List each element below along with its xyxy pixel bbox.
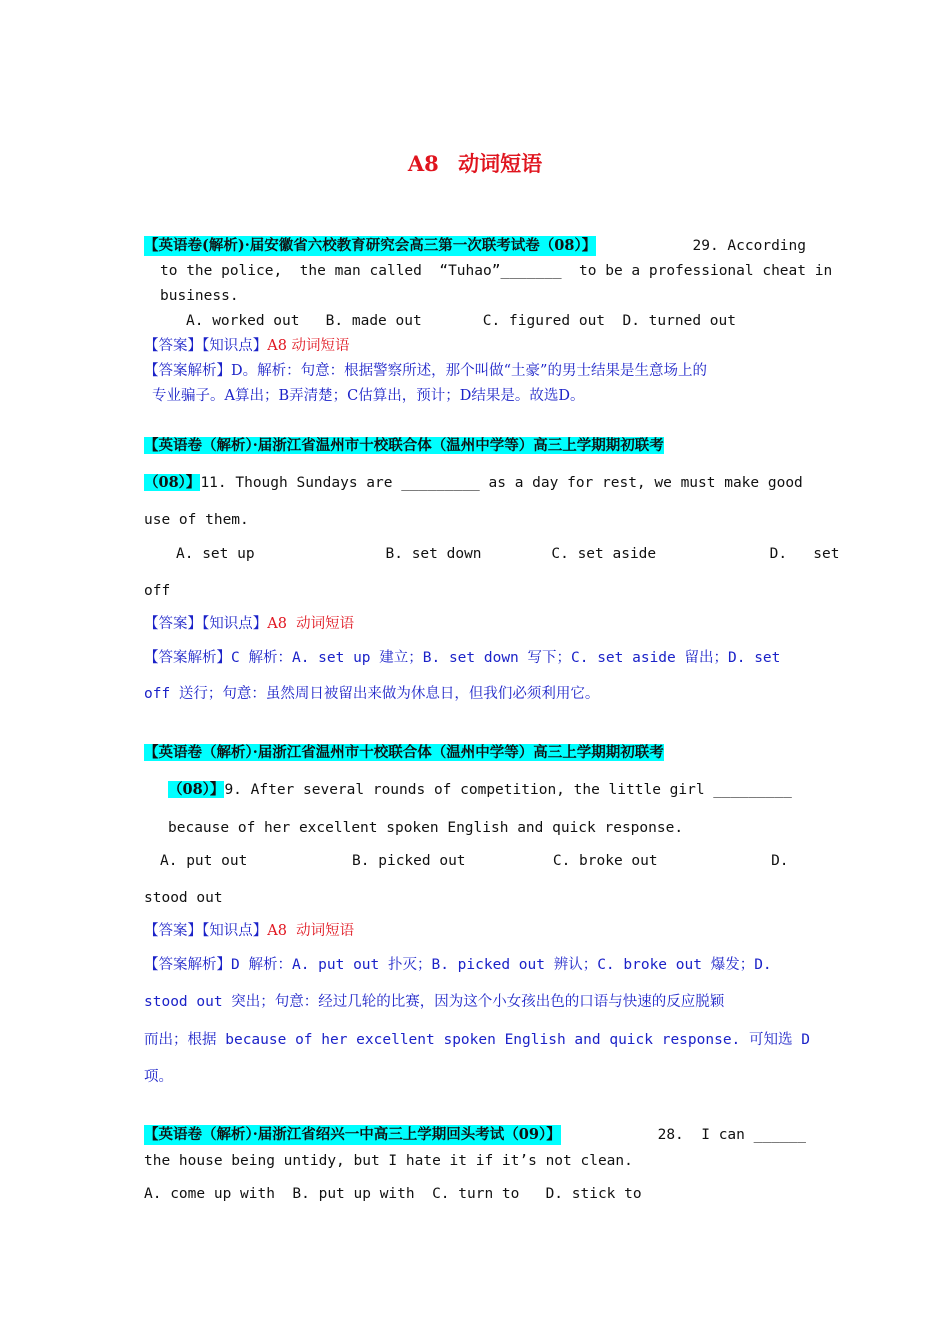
question-text: the house being untidy, but I hate it if it’s not clean. bbox=[144, 1153, 633, 1169]
source-tag: 【英语卷(解析)·届安徽省六校教育研究会高三第一次联考试卷（08）】 bbox=[144, 237, 597, 254]
analysis-text: stood out 突出；句意：经过几轮的比赛，因为这个小女孩出色的口语与快速的反应脱颖 bbox=[144, 994, 725, 1010]
question-1-header bbox=[144, 236, 806, 256]
analysis-text: 而出；根据 because of her excellent spoken English and quick response. 可知选 D bbox=[144, 1032, 810, 1048]
source-tag: （08）】 bbox=[168, 781, 225, 798]
question-text: 9. After several rounds of competition, the little girl _________ bbox=[224, 782, 792, 798]
analysis-label: 【答案解析】 bbox=[144, 957, 231, 973]
question-text: business. bbox=[160, 288, 239, 304]
analysis-text: D 解析：A. put out 扑灭；B. picked out 辨认；C. broke out 爆发；D. bbox=[231, 957, 772, 973]
title-code: A8 bbox=[407, 151, 439, 176]
answer-label: 【答案】 bbox=[144, 616, 202, 632]
knowledge-point: A8 动词短语 bbox=[267, 923, 355, 939]
question-text: 29. According bbox=[692, 238, 806, 254]
question-text: 28. I can ______ bbox=[657, 1127, 806, 1143]
analysis-label: 【答案解析】 bbox=[144, 650, 231, 666]
source-tag: 【英语卷（解析）·届浙江省绍兴一中高三上学期回头考试（09）】 bbox=[144, 1126, 561, 1143]
question-text: 11. Though Sundays are _________ as a day for rest, we must make good bbox=[200, 475, 803, 491]
options: A. come up with B. put up with C. turn to D. stick to bbox=[144, 1186, 642, 1202]
analysis-text: 项。 bbox=[144, 1069, 173, 1085]
options: off bbox=[144, 583, 171, 599]
analysis-text: C 解析：A. set up 建立；B. set down 写下；C. set aside 留出；D. set bbox=[231, 650, 781, 666]
analysis-label: 【答案解析】 bbox=[144, 363, 231, 379]
question-3-header bbox=[168, 780, 792, 800]
source-tag bbox=[144, 436, 664, 456]
point-label: 【知识点】 bbox=[202, 616, 268, 632]
source-tag-text: 【英语卷（解析）·届浙江省温州市十校联合体（温州中学等）高三上学期期初联考 bbox=[144, 744, 664, 761]
point-label: 【知识点】 bbox=[202, 923, 268, 939]
answer-line bbox=[144, 336, 350, 356]
question-text: use of them. bbox=[144, 512, 249, 528]
source-tag: （08）】 bbox=[144, 474, 201, 491]
options: stood out bbox=[144, 890, 223, 906]
answer-line bbox=[144, 921, 354, 941]
analysis-text: off 送行；句意：虽然周日被留出来做为休息日，但我们必须利用它。 bbox=[144, 686, 600, 702]
analysis-line bbox=[144, 648, 780, 668]
answer-label: 【答案】 bbox=[144, 923, 202, 939]
knowledge-point: A8 动词短语 bbox=[267, 616, 355, 632]
question-4-header bbox=[144, 1125, 806, 1145]
analysis-text: D。解析：句意：根据警察所述，那个叫做“土豪”的男士结果是生意场上的 bbox=[231, 363, 707, 379]
question-2-header bbox=[144, 473, 803, 493]
source-tag-text: 【英语卷（解析）·届浙江省温州市十校联合体（温州中学等）高三上学期期初联考 bbox=[144, 437, 664, 454]
question-text: to the police, the man called “Tuhao”_______ to be a professional cheat in bbox=[160, 263, 833, 279]
title-name: 动词短语 bbox=[458, 151, 543, 176]
answer-label: 【答案】 bbox=[144, 338, 202, 354]
source-tag bbox=[144, 743, 664, 763]
options: A. put out B. picked out C. broke out D. bbox=[160, 853, 789, 869]
analysis-line bbox=[144, 955, 772, 975]
options: A. worked out B. made out C. figured out D. turned out bbox=[186, 313, 736, 329]
question-text: because of her excellent spoken English and quick response. bbox=[168, 820, 684, 836]
analysis-text: 专业骗子。A算出；B弄清楚；C估算出，预计；D结果是。故选D。 bbox=[152, 388, 585, 404]
knowledge-point: A8 动词短语 bbox=[267, 338, 350, 354]
point-label: 【知识点】 bbox=[202, 338, 268, 354]
answer-line bbox=[144, 614, 354, 634]
page-title bbox=[0, 148, 950, 178]
analysis-line bbox=[144, 361, 707, 381]
options: A. set up B. set down C. set aside D. set bbox=[176, 546, 840, 562]
